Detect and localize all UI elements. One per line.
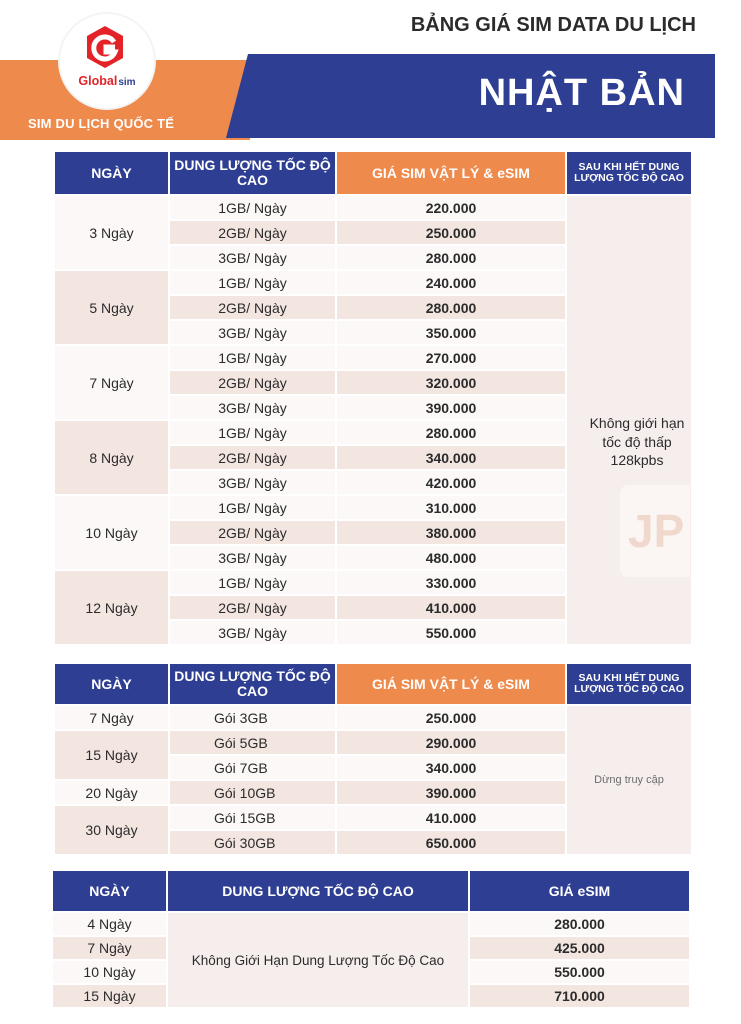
price-cell: 710.000 [470, 985, 689, 1007]
capacity-cell: 3GB/ Ngày [170, 321, 335, 344]
package-cell: Gói 3GB [170, 706, 335, 729]
globalsim-logo [60, 14, 154, 108]
g-logo-icon [80, 22, 130, 72]
day-cell: 3 Ngày [55, 196, 168, 269]
price-cell: 280.000 [470, 913, 689, 935]
price-cell: 240.000 [337, 271, 565, 294]
after-note-cell: Không giới hạn tốc độ thấp 128kpbs [567, 196, 691, 644]
price-table-package [53, 662, 693, 856]
price-cell: 280.000 [337, 296, 565, 319]
capacity-cell: 3GB/ Ngày [170, 396, 335, 419]
price-cell: 650.000 [337, 831, 565, 854]
capacity-cell: 2GB/ Ngày [170, 596, 335, 619]
price-cell: 290.000 [337, 731, 565, 754]
table-body [55, 706, 691, 854]
day-cell: 10 Ngày [53, 961, 166, 983]
capacity-cell: 3GB/ Ngày [170, 471, 335, 494]
logo-suffix-text: sim [118, 77, 136, 88]
table-row [53, 913, 689, 935]
price-cell: 425.000 [470, 937, 689, 959]
price-cell: 280.000 [337, 421, 565, 444]
header-price: GIÁ SIM VẬT LÝ & eSIM [337, 152, 565, 194]
header-day: NGÀY [53, 871, 166, 911]
day-cell: 8 Ngày [55, 421, 168, 494]
price-cell: 390.000 [337, 396, 565, 419]
day-cell: 7 Ngày [55, 346, 168, 419]
day-cell: 5 Ngày [55, 271, 168, 344]
capacity-cell: 1GB/ Ngày [170, 271, 335, 294]
price-cell: 480.000 [337, 546, 565, 569]
price-cell: 410.000 [337, 596, 565, 619]
day-cell: 7 Ngày [55, 706, 168, 729]
capacity-note-cell: Không Giới Hạn Dung Lượng Tốc Độ Cao [168, 913, 468, 1007]
header-price: GIÁ SIM VẬT LÝ & eSIM [337, 664, 565, 704]
package-cell: Gói 15GB [170, 806, 335, 829]
header-capacity: DUNG LƯỢNG TỐC ĐỘ CAO [170, 152, 335, 194]
price-cell: 330.000 [337, 571, 565, 594]
day-cell: 10 Ngày [55, 496, 168, 569]
capacity-cell: 2GB/ Ngày [170, 296, 335, 319]
price-cell: 250.000 [337, 706, 565, 729]
capacity-cell: 1GB/ Ngày [170, 571, 335, 594]
capacity-cell: 2GB/ Ngày [170, 371, 335, 394]
header-after: SAU KHI HẾT DUNG LƯỢNG TỐC ĐỘ CAO [567, 152, 691, 194]
package-cell: Gói 30GB [170, 831, 335, 854]
header-day: NGÀY [55, 152, 168, 194]
price-cell: 380.000 [337, 521, 565, 544]
day-cell: 15 Ngày [55, 731, 168, 779]
price-cell: 410.000 [337, 806, 565, 829]
page-title: BẢNG GIÁ SIM DATA DU LỊCH [410, 14, 696, 36]
table-body [53, 913, 689, 1007]
day-cell: 4 Ngày [53, 913, 166, 935]
price-cell: 550.000 [470, 961, 689, 983]
table-body [55, 196, 691, 644]
day-cell: 12 Ngày [55, 571, 168, 644]
capacity-cell: 2GB/ Ngày [170, 446, 335, 469]
table-row [55, 706, 691, 729]
price-table-daily [53, 150, 693, 646]
table-row [55, 196, 691, 219]
capacity-cell: 1GB/ Ngày [170, 346, 335, 369]
price-cell: 420.000 [337, 471, 565, 494]
logo-brand-text: Global [78, 74, 118, 88]
price-cell: 270.000 [337, 346, 565, 369]
capacity-cell: 1GB/ Ngày [170, 421, 335, 444]
price-cell: 340.000 [337, 446, 565, 469]
price-cell: 280.000 [337, 246, 565, 269]
price-cell: 340.000 [337, 756, 565, 779]
price-cell: 350.000 [337, 321, 565, 344]
capacity-cell: 2GB/ Ngày [170, 521, 335, 544]
capacity-cell: 3GB/ Ngày [170, 546, 335, 569]
capacity-cell: 1GB/ Ngày [170, 196, 335, 219]
package-cell: Gói 5GB [170, 731, 335, 754]
price-cell: 250.000 [337, 221, 565, 244]
capacity-cell: 2GB/ Ngày [170, 221, 335, 244]
header-day: NGÀY [55, 664, 168, 704]
package-cell: Gói 7GB [170, 756, 335, 779]
header-after: SAU KHI HẾT DUNG LƯỢNG TỐC ĐỘ CAO [567, 664, 691, 704]
after-note-cell: Dừng truy cập [567, 706, 691, 854]
country-title: NHẬT BẢN [478, 72, 685, 114]
capacity-cell: 3GB/ Ngày [170, 246, 335, 269]
day-cell: 7 Ngày [53, 937, 166, 959]
package-cell: Gói 10GB [170, 781, 335, 804]
capacity-cell: 1GB/ Ngày [170, 496, 335, 519]
header-price: GIÁ eSIM [470, 871, 689, 911]
price-cell: 390.000 [337, 781, 565, 804]
price-cell: 220.000 [337, 196, 565, 219]
day-cell: 20 Ngày [55, 781, 168, 804]
price-cell: 310.000 [337, 496, 565, 519]
header-capacity: DUNG LƯỢNG TỐC ĐỘ CAO [168, 871, 468, 911]
header-capacity: DUNG LƯỢNG TỐC ĐỘ CAO [170, 664, 335, 704]
slogan: SIM DU LỊCH QUỐC TẾ [28, 116, 175, 131]
jp-watermark: JP [620, 485, 690, 577]
day-cell: 30 Ngày [55, 806, 168, 854]
price-cell: 550.000 [337, 621, 565, 644]
capacity-cell: 3GB/ Ngày [170, 621, 335, 644]
day-cell: 15 Ngày [53, 985, 166, 1007]
price-table-esim [51, 869, 691, 1009]
price-cell: 320.000 [337, 371, 565, 394]
